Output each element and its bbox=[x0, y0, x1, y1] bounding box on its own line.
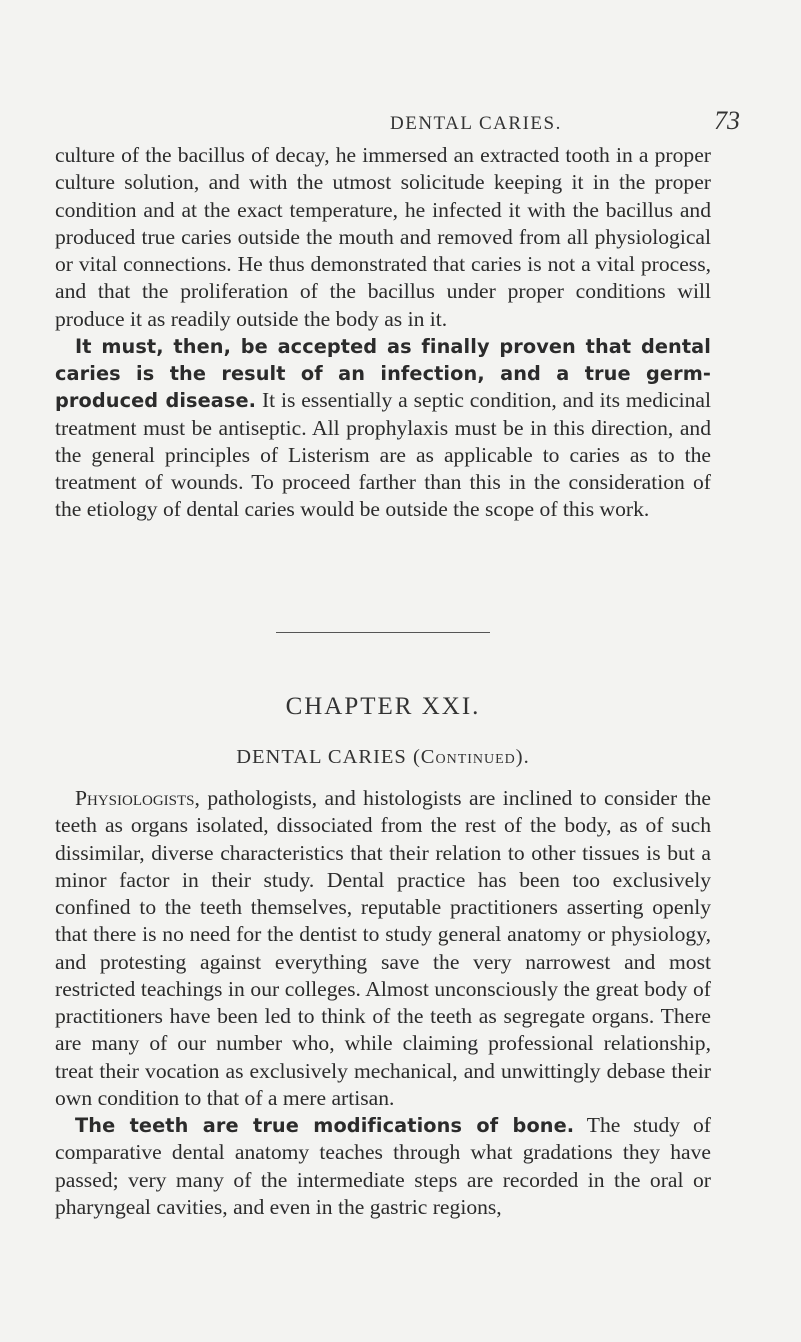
chapter-subtitle bbox=[0, 746, 766, 769]
opening-word: Physiologists bbox=[75, 786, 195, 810]
page-number: 73 bbox=[714, 106, 740, 135]
paragraph-body: The study of comparative dental anatomy teaches through what gradations they have passed; very many of the intermediate steps are recorded in the oral or pharyngeal cavities, and even in the gastric regions, bbox=[55, 1113, 711, 1219]
bold-statement: The teeth are true modifications of bone. bbox=[75, 1114, 575, 1137]
chapter-subtitle-main: DENTAL CARIES ( bbox=[236, 746, 421, 768]
section-2-text bbox=[55, 785, 711, 1221]
section-1-text bbox=[55, 142, 711, 524]
paragraph-physiologists bbox=[55, 785, 711, 1112]
paragraph-body: , pathologists, and histologists are inclined to consider the teeth as organs isolated, dissociated from the rest of the body, as of such dissimilar, diverse characteristics that their relation to other tissues is but a minor factor in their study. Dental practice has been too exclusively confined to the teeth themselves, reputable practitioners asserting openly that there is no need for the dentist to study general anatomy or physiology, and protesting against everything save the very narrowest and most restricted teachings in our colleges. Almost unconsciously the great body of practitioners have been led to think of the teeth as segregate organs. There are many of our number who, while claiming professional relationship, treat their vocation as exclusively mechanical, and unwittingly debase their own condition to that of a mere artisan. bbox=[55, 786, 711, 1110]
paragraph-continuation: culture of the bacillus of decay, he immersed an extracted tooth in a proper culture solution, and with the utmost solicitude keeping it in the proper condition and at the exact temperature, he infected it with the bacillus and produced true caries outside the mouth and removed from all physiological or vital connections. He thus demonstrated that caries is not a vital process, and that the proliferation of the bacillus under proper conditions will produce it as readily outside the body as in it. bbox=[55, 143, 711, 331]
running-head: DENTAL CARIES. bbox=[390, 113, 562, 134]
paragraph-teeth-bone bbox=[55, 1112, 711, 1221]
bold-statement: It must, then, be accepted as finally proven that dental caries is the result of an infection, and a true germ-produced disease. bbox=[55, 334, 711, 413]
chapter-subtitle-continued: Continued bbox=[420, 746, 516, 768]
paragraph-body: It is essentially a septic condition, and its medicinal treatment must be antiseptic. All prophylaxis must be in this direction, and the general principles of Listerism are as applicable to caries as to the treatment of wounds. To proceed farther than this in the consideration of the etiology of dental caries would be outside the scope of this work. bbox=[55, 388, 711, 522]
chapter-subtitle-end: ). bbox=[515, 746, 530, 768]
chapter-title: CHAPTER XXI. bbox=[285, 693, 481, 720]
paragraph-infection-conclusion bbox=[55, 333, 711, 524]
section-divider bbox=[276, 632, 490, 633]
